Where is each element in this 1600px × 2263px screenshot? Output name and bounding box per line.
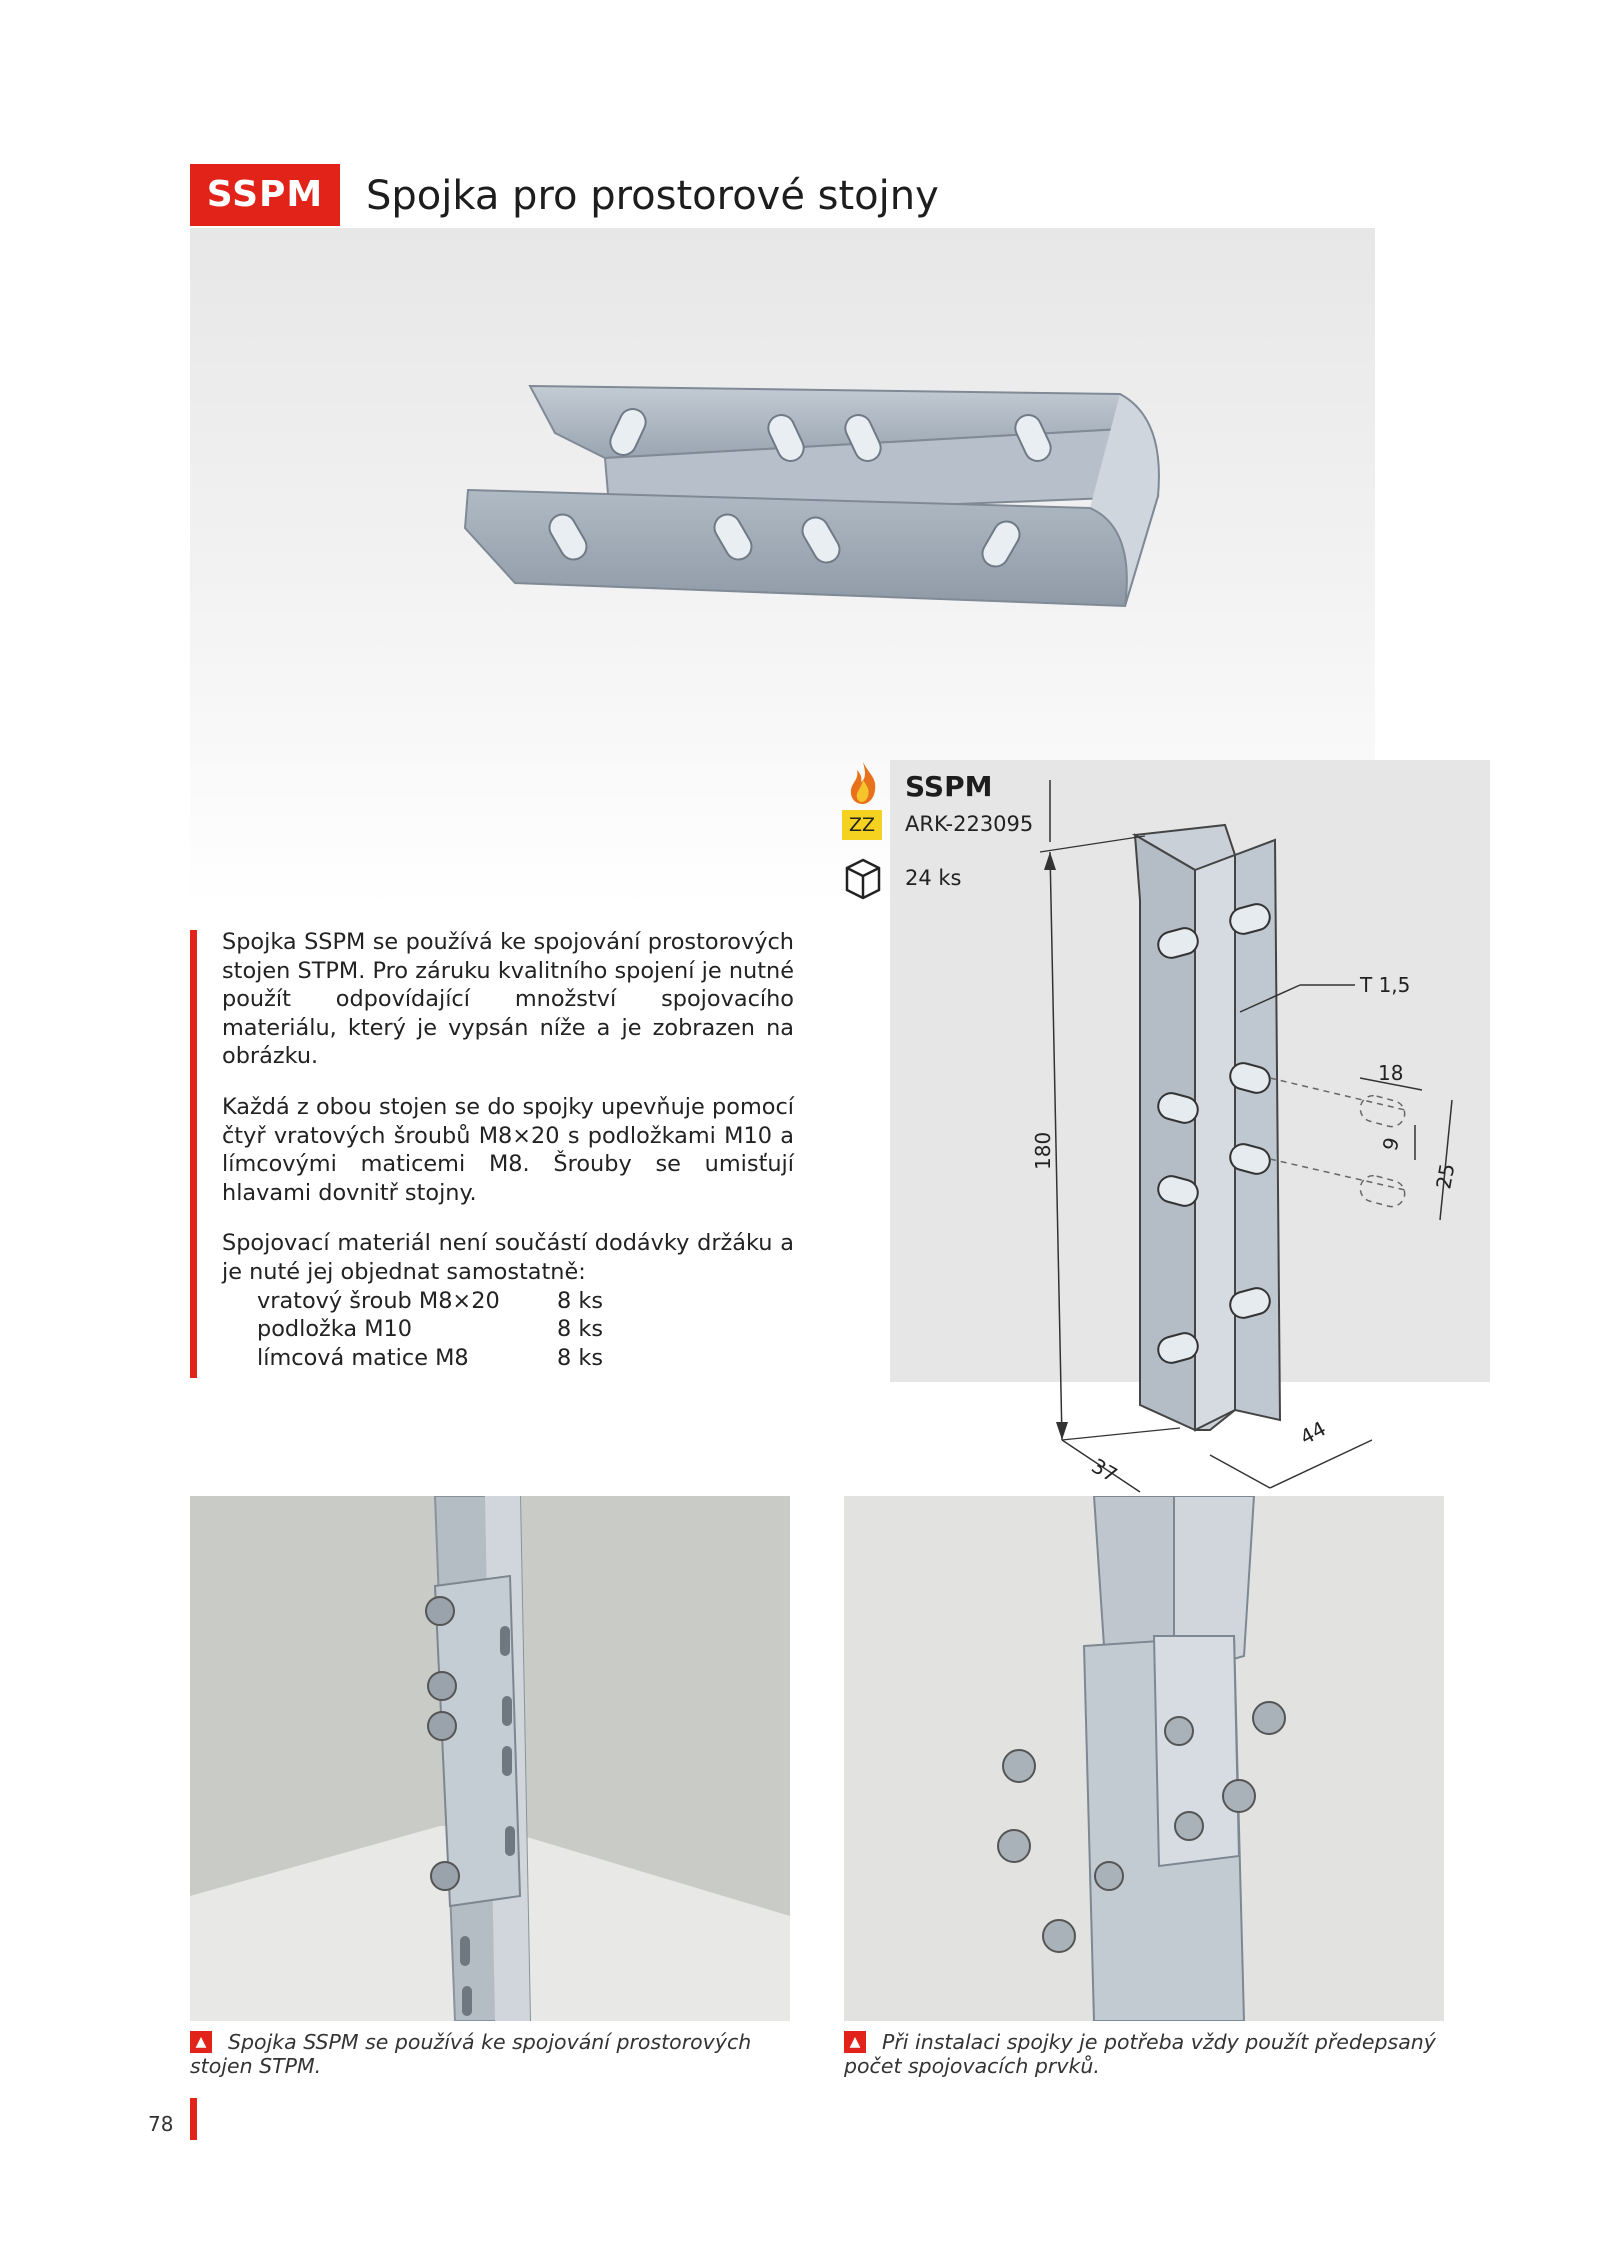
caption-up-arrow-icon: ▲ xyxy=(844,2031,866,2053)
description-paragraph: Spojka SSPM se používá ke spojování prostorových stojen STPM. Pro záruku kvalitního spojení je nutné použít odpovídající množství spojovacího materiálu, který je vypsán níže a je zobrazen na obrázku. xyxy=(222,929,794,1070)
surface-finish-badge: ZZ xyxy=(842,810,882,840)
dim-width-b-label: 44 xyxy=(1296,1416,1330,1450)
installation-photo-right xyxy=(844,1496,1444,2021)
package-quantity: 24 ks xyxy=(905,866,962,890)
description-accent-bar xyxy=(190,930,197,1378)
product-code-badge: SSPM xyxy=(190,164,340,226)
flame-icon xyxy=(845,760,881,806)
dim-slot-pitch-label: 25 xyxy=(1431,1161,1460,1191)
material-row: límcová matice M8 8 ks xyxy=(257,1344,603,1371)
page-number: 78 xyxy=(148,2112,174,2136)
caption-up-arrow-icon: ▲ xyxy=(190,2031,212,2053)
caption-right: Při instalaci spojky je potřeba vždy použít předepsaný počet spojovacích prvků. xyxy=(844,2030,1436,2078)
dim-width-a-label: 37 xyxy=(1087,1453,1122,1488)
material-row: vratový šroub M8×20 8 ks xyxy=(257,1287,603,1314)
dim-slot-length-label: 18 xyxy=(1378,1061,1404,1085)
article-number: ARK-223095 xyxy=(905,812,1034,836)
page-accent-bar xyxy=(190,2098,197,2140)
material-row: podložka M10 8 ks xyxy=(257,1316,603,1343)
package-icon xyxy=(843,856,883,900)
dim-thickness-label: T 1,5 xyxy=(1360,973,1411,997)
dim-height-label: 180 xyxy=(1031,1131,1055,1170)
caption-left: Spojka SSPM se používá ke spojování prostorových stojen STPM. xyxy=(190,2030,752,2078)
page-title: Spojka pro prostorové stojny xyxy=(366,173,939,219)
description-text xyxy=(222,928,794,1372)
description-paragraph: Každá z obou stojen se do spojky upevňuje pomocí čtyř vratových šroubů M8×20 s podložkami M10 a límcovými maticemi M8. Šrouby se umisťují hlavami dovnitř stojny. xyxy=(222,1093,794,1206)
installation-photo-left xyxy=(190,1496,790,2021)
dim-slot-width-label: 9 xyxy=(1377,1134,1405,1154)
product-code: SSPM xyxy=(905,770,993,803)
description-paragraph: Spojovací materiál není součástí dodávky držáku a je nuté jej objednat samostatně: xyxy=(222,1230,794,1285)
